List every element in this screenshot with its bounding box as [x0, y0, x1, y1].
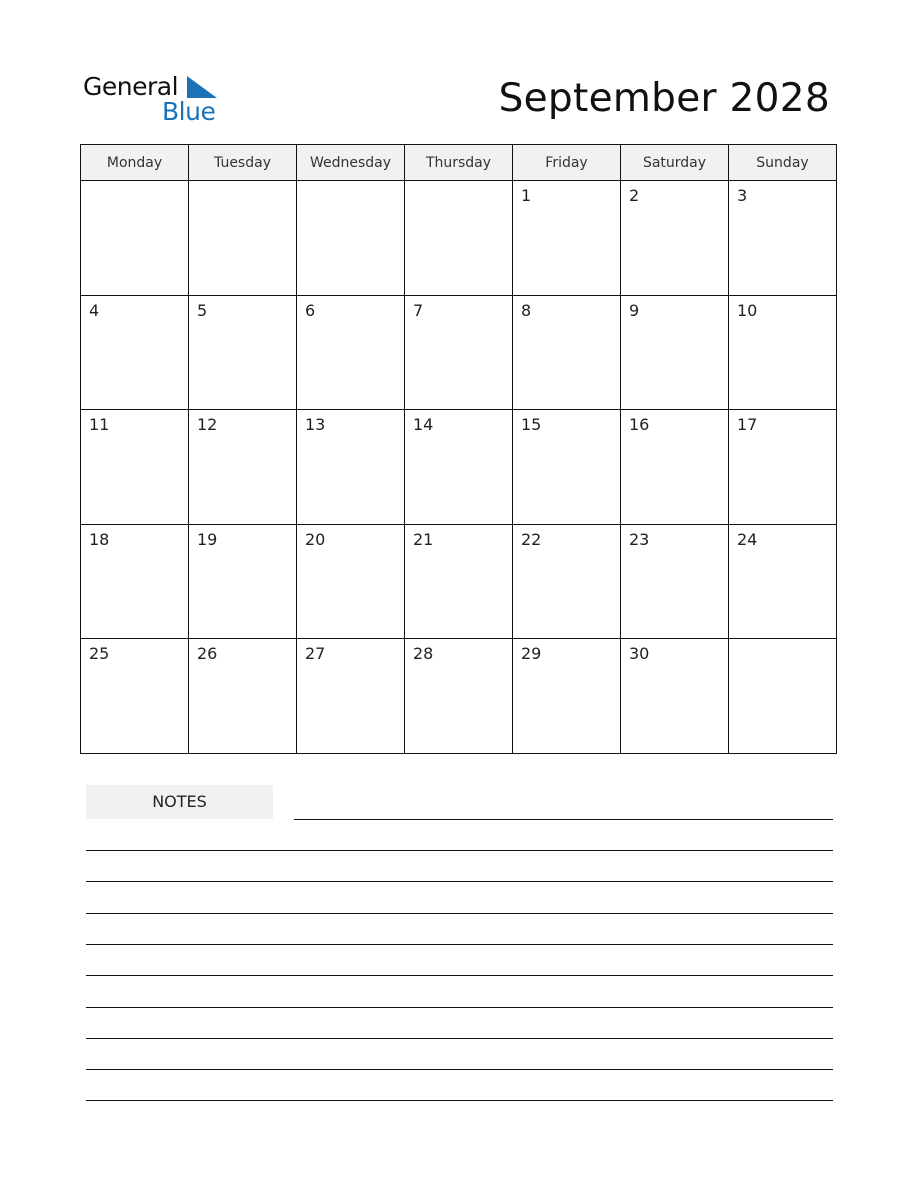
logo-triangle-icon	[187, 76, 217, 98]
weekday-header: Friday	[513, 145, 621, 181]
day-cell	[81, 639, 189, 754]
week-row	[81, 524, 837, 639]
day-number: 20	[305, 529, 326, 549]
week-row	[81, 295, 837, 410]
notes-line	[86, 975, 833, 976]
day-cell	[621, 181, 729, 296]
day-cell	[297, 410, 405, 525]
day-cell	[189, 639, 297, 754]
day-number: 21	[413, 529, 434, 549]
day-cell	[405, 295, 513, 410]
day-number: 24	[737, 529, 758, 549]
notes-line	[86, 1007, 833, 1008]
weekday-header: Tuesday	[189, 145, 297, 181]
day-number: 7	[413, 300, 424, 320]
notes-line	[86, 944, 833, 945]
day-cell	[81, 410, 189, 525]
day-cell	[189, 181, 297, 296]
weekday-header: Monday	[81, 145, 189, 181]
day-cell	[297, 524, 405, 639]
notes-label: NOTES	[86, 785, 273, 819]
notes-line	[86, 1038, 833, 1039]
logo-word-blue: Blue	[162, 97, 216, 126]
day-cell	[297, 295, 405, 410]
day-cell	[621, 295, 729, 410]
weekday-header: Thursday	[405, 145, 513, 181]
day-cell	[405, 181, 513, 296]
day-cell	[729, 295, 837, 410]
day-cell	[513, 295, 621, 410]
day-cell	[729, 410, 837, 525]
notes-line	[294, 819, 833, 820]
notes-line	[86, 1100, 833, 1101]
logo-word-general: General	[83, 72, 179, 101]
day-cell	[513, 410, 621, 525]
day-cell	[405, 410, 513, 525]
day-number: 4	[89, 300, 100, 320]
day-number: 6	[305, 300, 316, 320]
day-number: 27	[305, 644, 326, 663]
day-cell	[297, 639, 405, 754]
day-number: 14	[413, 415, 434, 434]
day-cell	[621, 410, 729, 525]
calendar-grid	[80, 144, 837, 754]
day-number: 17	[737, 415, 758, 434]
day-number: 9	[629, 300, 640, 320]
day-number: 29	[521, 644, 542, 663]
day-number: 12	[197, 415, 218, 434]
day-number: 26	[197, 644, 218, 663]
day-cell	[81, 295, 189, 410]
day-number: 1	[521, 186, 532, 205]
day-number: 10	[737, 300, 758, 320]
generalblue-logo	[83, 72, 223, 124]
day-number: 5	[197, 300, 208, 320]
notes-line	[86, 1069, 833, 1070]
notes-line	[86, 913, 833, 914]
notes-line	[86, 850, 833, 851]
weekday-header-row	[81, 145, 837, 181]
day-number: 3	[737, 186, 748, 205]
day-cell	[729, 181, 837, 296]
day-number: 8	[521, 300, 532, 320]
day-cell	[513, 639, 621, 754]
day-number: 2	[629, 186, 640, 205]
day-number: 25	[89, 644, 110, 663]
page-title: September 2028	[498, 76, 830, 121]
day-cell	[729, 639, 837, 754]
day-cell	[621, 639, 729, 754]
day-cell	[189, 295, 297, 410]
day-number: 13	[305, 415, 326, 434]
weekday-header: Saturday	[621, 145, 729, 181]
day-cell	[81, 524, 189, 639]
day-number: 19	[197, 529, 218, 549]
day-number: 22	[521, 529, 542, 549]
day-number: 15	[521, 415, 542, 434]
day-cell	[621, 524, 729, 639]
week-row	[81, 639, 837, 754]
day-number: 16	[629, 415, 650, 434]
day-cell	[729, 524, 837, 639]
day-number: 23	[629, 529, 650, 549]
weekday-header: Wednesday	[297, 145, 405, 181]
notes-line	[86, 881, 833, 882]
day-cell	[513, 524, 621, 639]
weekday-header: Sunday	[729, 145, 837, 181]
day-cell	[189, 410, 297, 525]
day-number: 30	[629, 644, 650, 663]
day-cell	[405, 639, 513, 754]
week-row	[81, 410, 837, 525]
day-number: 18	[89, 529, 110, 549]
day-cell	[189, 524, 297, 639]
week-row	[81, 181, 837, 296]
day-cell	[81, 181, 189, 296]
day-number: 28	[413, 644, 434, 663]
day-number: 11	[89, 415, 110, 434]
day-cell	[513, 181, 621, 296]
day-cell	[405, 524, 513, 639]
day-cell	[297, 181, 405, 296]
